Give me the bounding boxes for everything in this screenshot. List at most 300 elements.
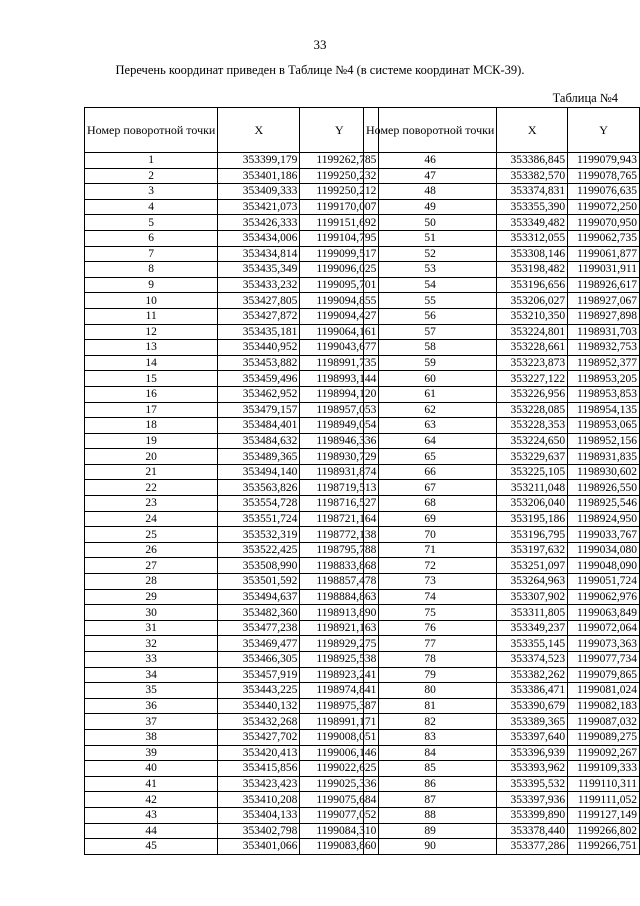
y-coordinate-cell: 1199109,333 [568, 761, 640, 777]
x-coordinate-cell: 353477,238 [218, 620, 300, 636]
y-coordinate-cell: 1198884,863 [300, 589, 379, 605]
y-coordinate-cell: 1198927,898 [568, 308, 640, 324]
table-row [85, 184, 379, 200]
y-coordinate-cell: 1199151,692 [300, 215, 379, 231]
x-coordinate-cell: 353377,286 [497, 839, 568, 855]
table-row [85, 355, 379, 371]
table-row [364, 464, 640, 480]
table-row [364, 558, 640, 574]
y-coordinate-cell: 1199062,735 [568, 230, 640, 246]
header-point: Номер поворотной точки [85, 108, 218, 153]
x-coordinate-cell: 353312,055 [497, 230, 568, 246]
table-row [85, 698, 379, 714]
y-coordinate-cell: 1199048,090 [568, 558, 640, 574]
y-coordinate-cell: 1199089,275 [568, 729, 640, 745]
header-y: Y [568, 108, 640, 153]
table-row [364, 246, 640, 262]
point-number-cell: 68 [364, 496, 497, 512]
point-number-cell: 16 [85, 386, 218, 402]
table-row [364, 308, 640, 324]
point-number-cell: 8 [85, 262, 218, 278]
point-number-cell: 20 [85, 449, 218, 465]
table-row [364, 698, 640, 714]
x-coordinate-cell: 353482,360 [218, 605, 300, 621]
table-row [85, 792, 379, 808]
point-number-cell: 57 [364, 324, 497, 340]
table-row [85, 340, 379, 356]
point-number-cell: 35 [85, 683, 218, 699]
y-coordinate-cell: 1198946,336 [300, 433, 379, 449]
x-coordinate-cell: 353396,939 [497, 745, 568, 761]
table-row [364, 449, 640, 465]
point-number-cell: 28 [85, 574, 218, 590]
table-row [364, 355, 640, 371]
table-row [364, 324, 640, 340]
point-number-cell: 73 [364, 574, 497, 590]
table-row [85, 776, 379, 792]
point-number-cell: 78 [364, 652, 497, 668]
table-row [364, 807, 640, 823]
table-row [364, 153, 640, 169]
y-coordinate-cell: 1199077,734 [568, 652, 640, 668]
x-coordinate-cell: 353196,656 [497, 277, 568, 293]
point-number-cell: 87 [364, 792, 497, 808]
point-number-cell: 70 [364, 527, 497, 543]
y-coordinate-cell: 1198716,527 [300, 496, 379, 512]
y-coordinate-cell: 1198925,538 [300, 652, 379, 668]
x-coordinate-cell: 353433,232 [218, 277, 300, 293]
table-row [364, 776, 640, 792]
table-row [85, 511, 379, 527]
y-coordinate-cell: 1198927,067 [568, 293, 640, 309]
table-row [364, 636, 640, 652]
x-coordinate-cell: 353501,592 [218, 574, 300, 590]
table-row [364, 761, 640, 777]
table-row [85, 745, 379, 761]
table-row [85, 246, 379, 262]
x-coordinate-cell: 353355,145 [497, 636, 568, 652]
y-coordinate-cell: 1198833,868 [300, 558, 379, 574]
y-coordinate-cell: 1199064,161 [300, 324, 379, 340]
y-coordinate-cell: 1199008,051 [300, 729, 379, 745]
y-coordinate-cell: 1199077,052 [300, 807, 379, 823]
table-header-row [85, 108, 379, 153]
x-coordinate-cell: 353223,873 [497, 355, 568, 371]
x-coordinate-cell: 353432,268 [218, 714, 300, 730]
table-row [85, 324, 379, 340]
point-number-cell: 32 [85, 636, 218, 652]
y-coordinate-cell: 1199096,025 [300, 262, 379, 278]
x-coordinate-cell: 353355,390 [497, 199, 568, 215]
point-number-cell: 33 [85, 652, 218, 668]
y-coordinate-cell: 1199082,183 [568, 698, 640, 714]
table-row [85, 277, 379, 293]
point-number-cell: 31 [85, 620, 218, 636]
y-coordinate-cell: 1198954,135 [568, 402, 640, 418]
point-number-cell: 5 [85, 215, 218, 231]
x-coordinate-cell: 353386,471 [497, 683, 568, 699]
table-row [364, 386, 640, 402]
coordinates-table-left [84, 107, 379, 855]
y-coordinate-cell: 1199043,677 [300, 340, 379, 356]
point-number-cell: 21 [85, 464, 218, 480]
table-row [85, 652, 379, 668]
y-coordinate-cell: 1198952,377 [568, 355, 640, 371]
y-coordinate-cell: 1198931,703 [568, 324, 640, 340]
y-coordinate-cell: 1198993,144 [300, 371, 379, 387]
y-coordinate-cell: 1198924,950 [568, 511, 640, 527]
table-row [364, 168, 640, 184]
point-number-cell: 42 [85, 792, 218, 808]
x-coordinate-cell: 353415,856 [218, 761, 300, 777]
y-coordinate-cell: 1198949,054 [300, 418, 379, 434]
y-coordinate-cell: 1199078,765 [568, 168, 640, 184]
y-coordinate-cell: 1199095,701 [300, 277, 379, 293]
point-number-cell: 38 [85, 729, 218, 745]
point-number-cell: 74 [364, 589, 497, 605]
x-coordinate-cell: 353401,186 [218, 168, 300, 184]
y-coordinate-cell: 1199266,802 [568, 823, 640, 839]
table-row [364, 620, 640, 636]
x-coordinate-cell: 353494,140 [218, 464, 300, 480]
x-coordinate-cell: 353522,425 [218, 542, 300, 558]
x-coordinate-cell: 353434,006 [218, 230, 300, 246]
point-number-cell: 9 [85, 277, 218, 293]
y-coordinate-cell: 1198921,163 [300, 620, 379, 636]
table-row [364, 480, 640, 496]
x-coordinate-cell: 353395,532 [497, 776, 568, 792]
x-coordinate-cell: 353211,048 [497, 480, 568, 496]
y-coordinate-cell: 1199111,052 [568, 792, 640, 808]
y-coordinate-cell: 1199081,024 [568, 683, 640, 699]
x-coordinate-cell: 353421,073 [218, 199, 300, 215]
table-body-left [85, 153, 379, 855]
point-number-cell: 53 [364, 262, 497, 278]
point-number-cell: 47 [364, 168, 497, 184]
x-coordinate-cell: 353427,805 [218, 293, 300, 309]
table-row [364, 215, 640, 231]
y-coordinate-cell: 1198957,053 [300, 402, 379, 418]
x-coordinate-cell: 353251,097 [497, 558, 568, 574]
point-number-cell: 81 [364, 698, 497, 714]
point-number-cell: 2 [85, 168, 218, 184]
y-coordinate-cell: 1199087,032 [568, 714, 640, 730]
table-row [364, 839, 640, 855]
x-coordinate-cell: 353390,679 [497, 698, 568, 714]
point-number-cell: 52 [364, 246, 497, 262]
coordinates-table-right [363, 107, 640, 855]
y-coordinate-cell: 1199072,250 [568, 199, 640, 215]
x-coordinate-cell: 353457,919 [218, 667, 300, 683]
x-coordinate-cell: 353484,401 [218, 418, 300, 434]
table-row [85, 262, 379, 278]
point-number-cell: 59 [364, 355, 497, 371]
x-coordinate-cell: 353401,066 [218, 839, 300, 855]
point-number-cell: 3 [85, 184, 218, 200]
x-coordinate-cell: 353409,333 [218, 184, 300, 200]
y-coordinate-cell: 1199110,311 [568, 776, 640, 792]
point-number-cell: 17 [85, 402, 218, 418]
y-coordinate-cell: 1199031,911 [568, 262, 640, 278]
y-coordinate-cell: 1199250,232 [300, 168, 379, 184]
x-coordinate-cell: 353224,801 [497, 324, 568, 340]
table-row [85, 589, 379, 605]
point-number-cell: 66 [364, 464, 497, 480]
table-header-row [364, 108, 640, 153]
x-coordinate-cell: 353378,440 [497, 823, 568, 839]
point-number-cell: 54 [364, 277, 497, 293]
table-row [85, 667, 379, 683]
x-coordinate-cell: 353397,640 [497, 729, 568, 745]
x-coordinate-cell: 353440,952 [218, 340, 300, 356]
table-row [364, 340, 640, 356]
x-coordinate-cell: 353382,262 [497, 667, 568, 683]
x-coordinate-cell: 353462,952 [218, 386, 300, 402]
table-row [364, 729, 640, 745]
point-number-cell: 25 [85, 527, 218, 543]
table-row [85, 418, 379, 434]
table-row [85, 620, 379, 636]
point-number-cell: 48 [364, 184, 497, 200]
y-coordinate-cell: 1198913,890 [300, 605, 379, 621]
y-coordinate-cell: 1198721,164 [300, 511, 379, 527]
point-number-cell: 50 [364, 215, 497, 231]
point-number-cell: 24 [85, 511, 218, 527]
y-coordinate-cell: 1198931,874 [300, 464, 379, 480]
point-number-cell: 55 [364, 293, 497, 309]
y-coordinate-cell: 1199127,149 [568, 807, 640, 823]
table-row [364, 433, 640, 449]
point-number-cell: 69 [364, 511, 497, 527]
y-coordinate-cell: 1198952,156 [568, 433, 640, 449]
point-number-cell: 11 [85, 308, 218, 324]
table-row [364, 371, 640, 387]
table-row [85, 153, 379, 169]
y-coordinate-cell: 1199262,785 [300, 153, 379, 169]
table-row [364, 262, 640, 278]
x-coordinate-cell: 353397,936 [497, 792, 568, 808]
point-number-cell: 76 [364, 620, 497, 636]
y-coordinate-cell: 1199094,427 [300, 308, 379, 324]
y-coordinate-cell: 1198926,550 [568, 480, 640, 496]
x-coordinate-cell: 353374,523 [497, 652, 568, 668]
point-number-cell: 83 [364, 729, 497, 745]
y-coordinate-cell: 1198857,478 [300, 574, 379, 590]
table-row [85, 558, 379, 574]
point-number-cell: 72 [364, 558, 497, 574]
x-coordinate-cell: 353484,632 [218, 433, 300, 449]
table-row [85, 823, 379, 839]
y-coordinate-cell: 1198994,120 [300, 386, 379, 402]
x-coordinate-cell: 353563,826 [218, 480, 300, 496]
x-coordinate-cell: 353225,105 [497, 464, 568, 480]
x-coordinate-cell: 353466,305 [218, 652, 300, 668]
x-coordinate-cell: 353440,132 [218, 698, 300, 714]
table-row [364, 527, 640, 543]
y-coordinate-cell: 1198795,788 [300, 542, 379, 558]
point-number-cell: 82 [364, 714, 497, 730]
y-coordinate-cell: 1199025,336 [300, 776, 379, 792]
y-coordinate-cell: 1198929,275 [300, 636, 379, 652]
y-coordinate-cell: 1198930,602 [568, 464, 640, 480]
y-coordinate-cell: 1199170,007 [300, 199, 379, 215]
x-coordinate-cell: 353206,040 [497, 496, 568, 512]
x-coordinate-cell: 353349,482 [497, 215, 568, 231]
point-number-cell: 7 [85, 246, 218, 262]
point-number-cell: 12 [85, 324, 218, 340]
x-coordinate-cell: 353489,365 [218, 449, 300, 465]
table-row [85, 761, 379, 777]
y-coordinate-cell: 1199022,625 [300, 761, 379, 777]
x-coordinate-cell: 353423,423 [218, 776, 300, 792]
table-body-right [364, 153, 640, 855]
x-coordinate-cell: 353494,637 [218, 589, 300, 605]
x-coordinate-cell: 353435,349 [218, 262, 300, 278]
table-row [364, 589, 640, 605]
x-coordinate-cell: 353311,805 [497, 605, 568, 621]
y-coordinate-cell: 1199099,517 [300, 246, 379, 262]
table-row [85, 402, 379, 418]
y-coordinate-cell: 1198953,853 [568, 386, 640, 402]
table-row [364, 745, 640, 761]
point-number-cell: 75 [364, 605, 497, 621]
y-coordinate-cell: 1198991,171 [300, 714, 379, 730]
point-number-cell: 44 [85, 823, 218, 839]
y-coordinate-cell: 1198953,205 [568, 371, 640, 387]
intro-text: Перечень координат приведен в Таблице №4 (в системе координат МСК-39). [115, 63, 525, 77]
point-number-cell: 46 [364, 153, 497, 169]
point-number-cell: 58 [364, 340, 497, 356]
x-coordinate-cell: 353399,890 [497, 807, 568, 823]
x-coordinate-cell: 353374,831 [497, 184, 568, 200]
table-row [85, 605, 379, 621]
header-x: X [218, 108, 300, 153]
table-row [85, 386, 379, 402]
y-coordinate-cell: 1199070,950 [568, 215, 640, 231]
table-row [85, 168, 379, 184]
x-coordinate-cell: 353551,724 [218, 511, 300, 527]
point-number-cell: 43 [85, 807, 218, 823]
table-row [85, 636, 379, 652]
point-number-cell: 49 [364, 199, 497, 215]
point-number-cell: 71 [364, 542, 497, 558]
x-coordinate-cell: 353532,319 [218, 527, 300, 543]
x-coordinate-cell: 353382,570 [497, 168, 568, 184]
table-row [364, 402, 640, 418]
x-coordinate-cell: 353195,186 [497, 511, 568, 527]
y-coordinate-cell: 1199061,877 [568, 246, 640, 262]
point-number-cell: 14 [85, 355, 218, 371]
x-coordinate-cell: 353434,814 [218, 246, 300, 262]
point-number-cell: 56 [364, 308, 497, 324]
y-coordinate-cell: 1198923,241 [300, 667, 379, 683]
point-number-cell: 84 [364, 745, 497, 761]
point-number-cell: 22 [85, 480, 218, 496]
x-coordinate-cell: 353307,902 [497, 589, 568, 605]
table-row [85, 215, 379, 231]
x-coordinate-cell: 353226,956 [497, 386, 568, 402]
table-row [364, 277, 640, 293]
x-coordinate-cell: 353453,882 [218, 355, 300, 371]
y-coordinate-cell: 1198974,841 [300, 683, 379, 699]
y-coordinate-cell: 1199083,860 [300, 839, 379, 855]
header-y: Y [300, 108, 379, 153]
y-coordinate-cell: 1198772,138 [300, 527, 379, 543]
table-row [85, 433, 379, 449]
table-row [85, 496, 379, 512]
point-number-cell: 39 [85, 745, 218, 761]
y-coordinate-cell: 1198930,729 [300, 449, 379, 465]
table-row [85, 308, 379, 324]
y-coordinate-cell: 1198953,065 [568, 418, 640, 434]
table-row [364, 792, 640, 808]
table-row [85, 230, 379, 246]
point-number-cell: 90 [364, 839, 497, 855]
point-number-cell: 63 [364, 418, 497, 434]
table-row [364, 667, 640, 683]
table-row [85, 683, 379, 699]
y-coordinate-cell: 1199006,146 [300, 745, 379, 761]
point-number-cell: 15 [85, 371, 218, 387]
y-coordinate-cell: 1199051,724 [568, 574, 640, 590]
y-coordinate-cell: 1199076,635 [568, 184, 640, 200]
y-coordinate-cell: 1199075,684 [300, 792, 379, 808]
point-number-cell: 36 [85, 698, 218, 714]
x-coordinate-cell: 353197,632 [497, 542, 568, 558]
point-number-cell: 77 [364, 636, 497, 652]
point-number-cell: 27 [85, 558, 218, 574]
point-number-cell: 13 [85, 340, 218, 356]
y-coordinate-cell: 1198975,387 [300, 698, 379, 714]
x-coordinate-cell: 353399,179 [218, 153, 300, 169]
x-coordinate-cell: 353427,702 [218, 729, 300, 745]
y-coordinate-cell: 1199073,363 [568, 636, 640, 652]
y-coordinate-cell: 1198925,546 [568, 496, 640, 512]
table-row [364, 511, 640, 527]
y-coordinate-cell: 1199079,943 [568, 153, 640, 169]
point-number-cell: 1 [85, 153, 218, 169]
table-row [364, 184, 640, 200]
x-coordinate-cell: 353389,365 [497, 714, 568, 730]
x-coordinate-cell: 353426,333 [218, 215, 300, 231]
table-row [85, 293, 379, 309]
x-coordinate-cell: 353404,133 [218, 807, 300, 823]
x-coordinate-cell: 353435,181 [218, 324, 300, 340]
x-coordinate-cell: 353229,637 [497, 449, 568, 465]
point-number-cell: 62 [364, 402, 497, 418]
table-row [364, 293, 640, 309]
x-coordinate-cell: 353420,413 [218, 745, 300, 761]
x-coordinate-cell: 353393,962 [497, 761, 568, 777]
x-coordinate-cell: 353469,477 [218, 636, 300, 652]
x-coordinate-cell: 353198,482 [497, 262, 568, 278]
table-row [364, 230, 640, 246]
point-number-cell: 29 [85, 589, 218, 605]
table-row [364, 683, 640, 699]
x-coordinate-cell: 353554,728 [218, 496, 300, 512]
y-coordinate-cell: 1198931,835 [568, 449, 640, 465]
point-number-cell: 6 [85, 230, 218, 246]
y-coordinate-cell: 1198926,617 [568, 277, 640, 293]
header-point: Номер поворотной точки [364, 108, 497, 153]
x-coordinate-cell: 353349,237 [497, 620, 568, 636]
point-number-cell: 61 [364, 386, 497, 402]
x-coordinate-cell: 353196,795 [497, 527, 568, 543]
point-number-cell: 37 [85, 714, 218, 730]
table-row [364, 605, 640, 621]
page-number: 33 [313, 37, 327, 52]
x-coordinate-cell: 353228,661 [497, 340, 568, 356]
